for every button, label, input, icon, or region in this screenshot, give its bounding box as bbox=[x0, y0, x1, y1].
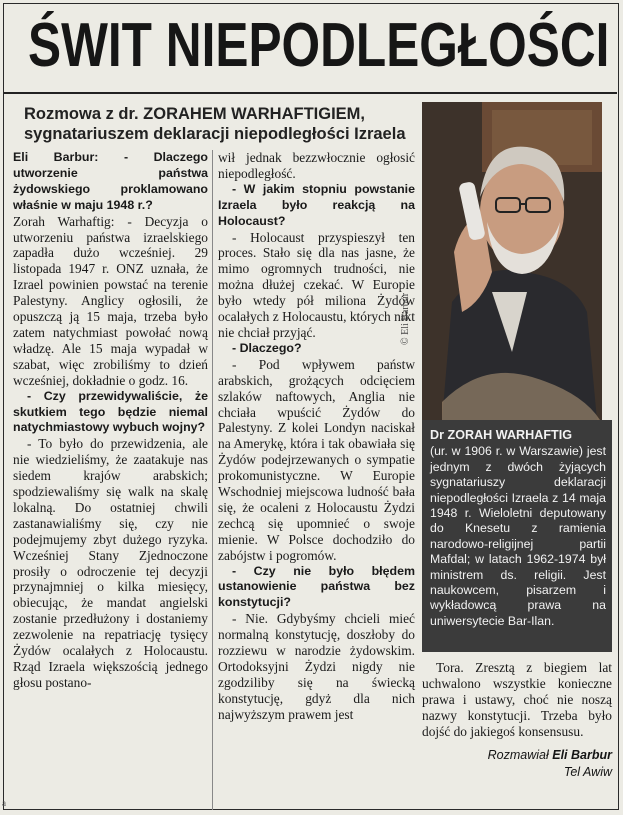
column-2 bbox=[218, 150, 415, 723]
portrait-illustration bbox=[422, 102, 602, 420]
column-divider bbox=[212, 150, 213, 810]
answer-5: - Nie. Gdybyśmy chcieli mieć normalną konstytucję, doszłoby do rozziewu w narodzie żydowskim. Ortodoksyjni Żydzi nigdy nie zgodziliby się na świecką konstytucję, gdyż dla nich najwyższym prawem jest bbox=[218, 611, 415, 722]
corner-mark: a bbox=[2, 798, 6, 808]
bio-box bbox=[422, 420, 612, 652]
question-1-text: - Dlaczego utworzenie państwa żydowskiego proklamowano właśnie w maju 1948 r.? bbox=[13, 150, 208, 212]
answer-4: - Pod wpływem państw arabskich, grożących odcięciem szlaków naftowych, Anglia nie chciała wpuścić Żydów do Palestyny. Z kolei Londyn naciskał na Amerykę, która i tak obawiała się Żydów podejrzewanych o sympatie prokomunistyczne. W Europie Wschodniej miejscowa ludność bała się, że ocaleni z Holocaustu Żydzi zechcą się upomnieć o swoje mienie. W Polsce dochodziło do zabójstw i pogromów. bbox=[218, 356, 415, 563]
subhead: Rozmowa z dr. ZORAHEM WARHAFTIGIEM, sygnatariuszem deklaracji niepodległości Izraela bbox=[24, 105, 406, 143]
column-3 bbox=[422, 660, 612, 740]
answer-1 bbox=[13, 214, 208, 389]
photo-credit: © Eli Barbur bbox=[400, 292, 411, 345]
interviewer-name: Eli Barbur bbox=[552, 748, 612, 762]
answer-1-speaker: Zorah Warhaftig: bbox=[13, 213, 115, 229]
bio-name: Dr ZORAH WARHAFTIG bbox=[430, 428, 573, 442]
answer-5-continued: Tora. Zresztą z biegiem lat uchwalono wszystkie konieczne prawa i ustawy, choć nie noszą nazwy konstytucji. Trzeba było dojść do jakiegoś konsensusu. bbox=[422, 660, 612, 739]
question-4: - Dlaczego? bbox=[232, 340, 302, 355]
dateline-place: Tel Awiw bbox=[563, 765, 612, 779]
answer-1-text: - Decyzja o utworzeniu państwa izraelskiego zapadła dużo wcześniej. 29 listopada 1947 r. ONZ uznała, że Izrael powinien powstać na terenie Palestyny. Anglicy ogłosili, że opuszczą ją 15 maja, trzeba było zatem natychmiast powołać nową władzę. Ale 15 maja wypadał w szabat, więc zrobiliśmy to dzień wcześniej, dokładnie o godz. 16. bbox=[13, 213, 208, 388]
bio-text: (ur. w 1906 r. w Warszawie) jest jednym z dwóch żyjących sygnatariuszy deklaracji niepodległości Izraela z 14 maja 1948 r. Wieloletni deputowany do Knesetu z ramienia narodowo-religijnej partii Mafdal; w latach 1962-1974 był ministrem ds. religii. Jest naukowcem, pisarzem i wykładowcą prawa na uniwersytecie Bar-Ilan. bbox=[430, 444, 606, 628]
answer-2-continued: wił jednak bezzwłocznie ogłosić niepodległość. bbox=[218, 150, 415, 181]
headline-rule bbox=[4, 92, 617, 94]
portrait-photo bbox=[422, 102, 602, 420]
question-1 bbox=[13, 150, 208, 214]
answer-3: - Holocaust przyspieszył ten proces. Stało się dla nas jasne, że mimo ogromnych trudności, nie można dłużej czekać. W Europie było wtedy pół miliona Żydów ocalałych z Holocaustu, których nikt nie chciał przyjąć. bbox=[218, 229, 415, 340]
question-5: - Czy nie było błędem ustanowienie państwa bez konstytucji? bbox=[218, 563, 415, 610]
headline: ŚWIT NIEPODLEGŁOŚCI bbox=[28, 11, 610, 80]
interviewer-label: Rozmawiał bbox=[487, 748, 549, 762]
answer-2: - To było do przewidzenia, ale nie wiedzieliśmy, że zaatakuje nas siedem krajów arabskich; spodziewaliśmy się walk na skalę lokalną. Do ostatniej chwili zastanawialiśmy się, czy nie podejmujemy zbyt dużego ryzyka. Wcześniej Stany Zjednoczone prosiły o odroczenie tej decyzji przynajmniej o kilka miesięcy, obiecując, że mandat angielski zostanie przedłużony i dostaniemy zezwolenie na repatriację tysięcy Żydów ocalałych z Holocaustu. Rząd Izraela większością jednego głosu postano- bbox=[13, 436, 208, 690]
column-1 bbox=[13, 150, 208, 691]
question-3: - W jakim stopniu powstanie Izraela było reakcją na Holocaust? bbox=[218, 181, 415, 228]
interviewer-credit bbox=[440, 748, 612, 762]
question-1-speaker: Eli Barbur: bbox=[13, 150, 99, 164]
question-2: - Czy przewidywaliście, że skutkiem tego będzie niemal natychmiastowy wybuch wojny? bbox=[13, 388, 208, 435]
